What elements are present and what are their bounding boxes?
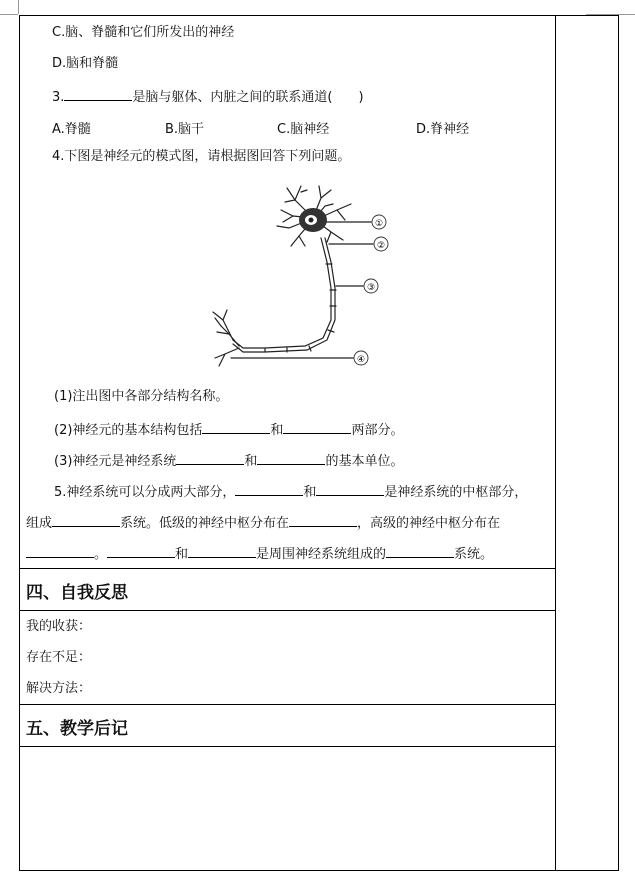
- blank: [235, 482, 303, 496]
- blank: [289, 513, 357, 527]
- crop-mark-top: [18, 0, 19, 14]
- row-divider-section4-body: [19, 610, 555, 611]
- question-5-line-3: 。 和 是周围神经系统组成的 系统。: [26, 544, 493, 563]
- q3-option-d: D.脊神经: [416, 122, 470, 137]
- question-4: 4.下图是神经元的模式图，请根据图回答下列问题。: [52, 149, 351, 164]
- blank: [26, 544, 94, 558]
- row-divider-section5: [19, 704, 555, 705]
- q3-option-c: C.脑神经: [277, 122, 330, 137]
- question-5-line-2: 组成 系统。低级的神经中枢分布在 ，高级的神经中枢分布在: [26, 513, 500, 532]
- label-1-text: ①: [374, 219, 384, 229]
- blank: [283, 420, 351, 434]
- blank: [52, 513, 120, 527]
- reflection-lack: 存在不足：: [26, 650, 92, 665]
- blank: [188, 544, 256, 558]
- blank: [386, 544, 454, 558]
- blank: [176, 451, 244, 465]
- question-5-line-1: 5.神经系统可以分成两大部分， 和 是神经系统的中枢部分，: [54, 482, 527, 501]
- option-d-line: D.脑和脊髓: [52, 56, 119, 71]
- label-3-text: ③: [366, 283, 376, 293]
- subquestion-2: (2)神经元的基本结构包括 和 两部分。: [54, 420, 403, 439]
- blank: [64, 87, 132, 101]
- blank: [107, 544, 175, 558]
- neuron-diagram: [205, 180, 395, 372]
- label-2-text: ②: [376, 241, 386, 251]
- blank: [202, 420, 270, 434]
- blank: [257, 451, 325, 465]
- row-divider-section5-body: [19, 746, 555, 747]
- row-divider-section4: [19, 568, 555, 569]
- crop-mark-left: [0, 14, 18, 15]
- reflection-solution: 解决方法：: [26, 681, 92, 696]
- q3-option-b: B.脑干: [165, 122, 205, 137]
- subquestion-3: (3)神经元是神经系统 和 的基本单位。: [54, 451, 403, 470]
- worksheet-table: [19, 15, 619, 871]
- section-4-title: 四、自我反思: [26, 583, 128, 603]
- q3-option-a: A.脊髓: [52, 122, 91, 137]
- label-4-text: ④: [356, 355, 366, 365]
- reflection-gain: 我的收获：: [26, 619, 92, 634]
- question-3: 3. 是脑与躯体、内脏之间的联系通道( ): [52, 87, 364, 106]
- section-5-title: 五、教学后记: [26, 719, 128, 739]
- blank: [316, 482, 384, 496]
- subquestion-1: (1)注出图中各部分结构名称。: [54, 389, 229, 404]
- right-column-divider: [555, 15, 556, 871]
- option-c-line: C.脑、脊髓和它们所发出的神经: [52, 25, 235, 40]
